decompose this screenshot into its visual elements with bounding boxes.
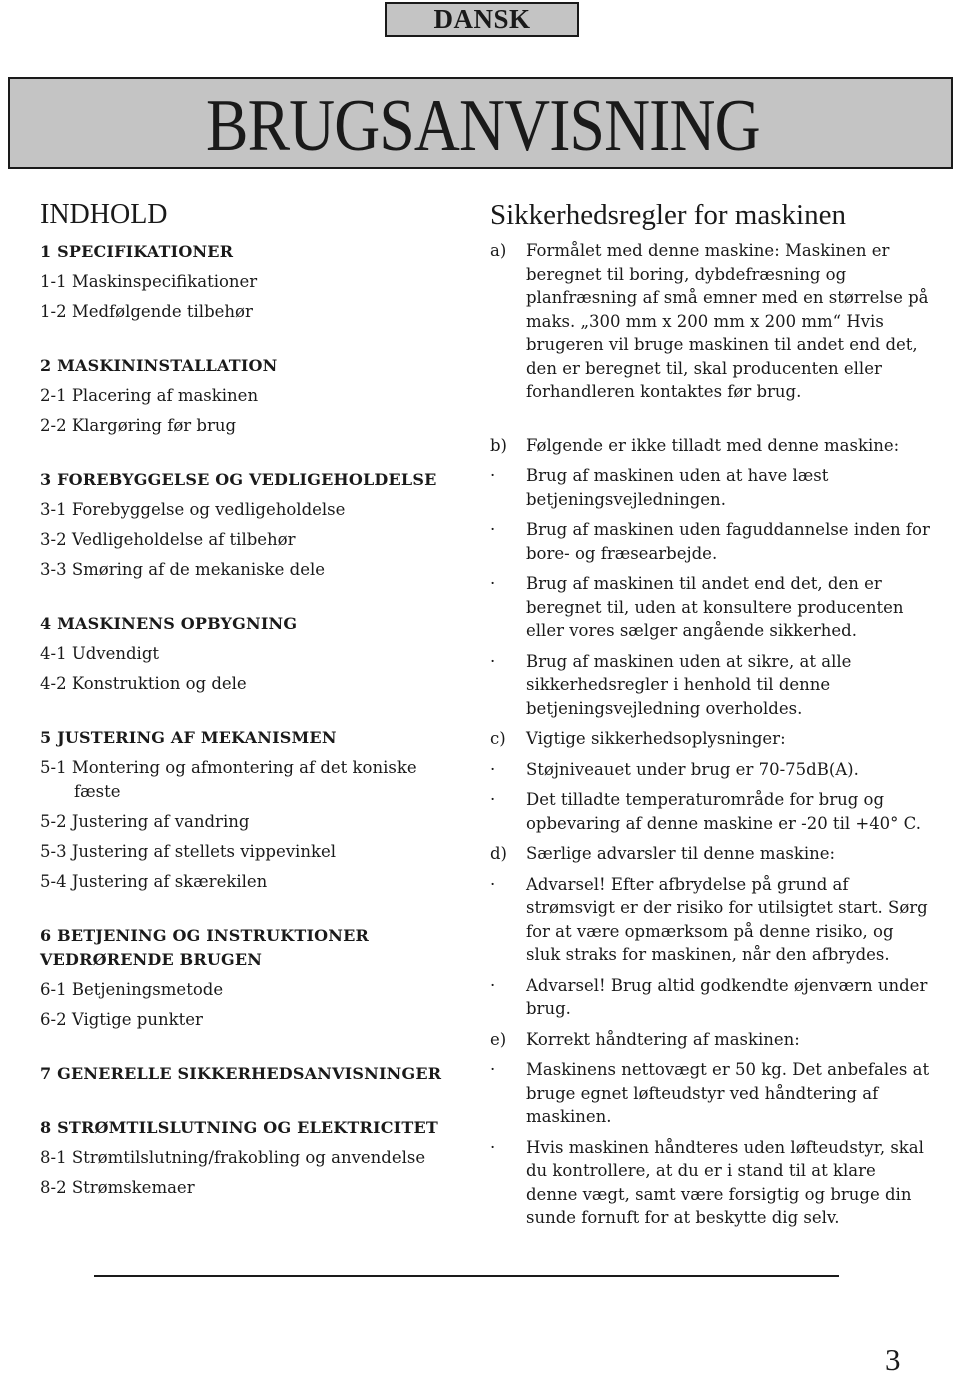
toc-section-heading: 8 STRØMTILSLUTNING OG ELEKTRICITET: [40, 1118, 438, 1137]
toc-item: 3-2 Vedligeholdelse af tilbehør: [40, 530, 296, 549]
toc-section-heading: 2 MASKININSTALLATION: [40, 356, 278, 375]
toc-section-heading: 1 SPECIFIKATIONER: [40, 242, 234, 261]
toc-section: [40, 468, 460, 582]
toc-section: [40, 1062, 460, 1086]
safety-paragraph: [490, 974, 930, 1021]
paragraph-text: Følgende er ikke tilladt med denne maskine:: [526, 435, 900, 455]
paragraph-text: Maskinens nettovægt er 50 kg. Det anbefales at bruge egnet løfteudstyr ved håndtering af maskinen.: [526, 1060, 930, 1126]
paragraph-marker: a): [490, 241, 507, 260]
paragraph-text: Korrekt håndtering af maskinen:: [526, 1029, 800, 1049]
safety-paragraph: [490, 1028, 930, 1052]
safety-paragraph: [490, 518, 930, 565]
safety-paragraph: [490, 572, 930, 643]
toc-item: 4-1 Udvendigt: [40, 644, 160, 663]
paragraph-marker: b): [490, 435, 507, 455]
paragraph-marker: ·: [490, 466, 496, 485]
paragraph-marker: ·: [490, 520, 496, 539]
paragraph-marker: ·: [490, 790, 496, 809]
toc-section: [40, 612, 460, 696]
safety-rules: [490, 196, 930, 1237]
language-badge: [385, 2, 579, 37]
paragraph-text: Vigtige sikkerhedsoplysninger:: [526, 729, 786, 748]
paragraph-marker: ·: [490, 574, 496, 593]
paragraph-marker: e): [490, 1029, 507, 1049]
safety-paragraph: [490, 464, 930, 511]
safety-paragraph: [490, 842, 930, 866]
paragraph-marker: ·: [490, 975, 496, 995]
toc-section: [40, 924, 460, 1032]
safety-paragraph: [490, 873, 930, 967]
paragraph-marker: c): [490, 729, 506, 748]
toc-section-heading: 7 GENERELLE SIKKERHEDSANVISNINGER: [40, 1064, 442, 1083]
safety-heading: Sikkerhedsregler for maskinen: [490, 199, 846, 231]
safety-paragraph: [490, 758, 930, 782]
toc-section: [40, 354, 460, 438]
safety-paragraph: [490, 239, 930, 404]
toc-section-heading: 3 FOREBYGGELSE OG VEDLIGEHOLDELSE: [40, 470, 437, 489]
toc-item: 6-2 Vigtige punkter: [40, 1010, 203, 1029]
toc-item: 5-2 Justering af vandring: [40, 812, 250, 831]
paragraph-text: Advarsel! Brug altid godkendte øjenværn under brug.: [526, 975, 928, 1018]
toc-heading: INDHOLD: [40, 199, 168, 230]
safety-paragraph: [490, 1058, 930, 1129]
paragraph-marker: d): [490, 844, 507, 863]
table-of-contents: [40, 196, 460, 1230]
toc-item: 5-1 Montering og afmontering af det koniske fæste: [40, 758, 417, 801]
paragraph-text: Det tilladte temperaturområde for brug og opbevaring af denne maskine er -20 til +40° C.: [526, 790, 921, 833]
language-label: DANSK: [433, 4, 531, 34]
toc-section-heading: 4 MASKINENS OPBYGNING: [40, 614, 298, 633]
paragraph-text: Brug af maskinen uden at have læst betjeningsvejledningen.: [526, 466, 829, 509]
toc-item: 1-1 Maskinspecifikationer: [40, 272, 258, 291]
paragraph-text: Brug af maskinen uden at sikre, at alle sikkerhedsregler i henhold til denne betjeningsvejledning overholdes.: [526, 651, 852, 718]
toc-item: 6-1 Betjeningsmetode: [40, 980, 224, 999]
toc-item: 2-1 Placering af maskinen: [40, 386, 259, 405]
paragraph-text: Brug af maskinen uden faguddannelse inden for bore- og fræsearbejde.: [526, 520, 930, 563]
toc-section-heading: 5 JUSTERING AF MEKANISMEN: [40, 728, 337, 747]
paragraph-text: Brug af maskinen til andet end det, den er beregnet til, uden at konsultere producenten eller vores sælger angående sikkerhed.: [526, 574, 904, 640]
page-number: 3: [885, 1342, 901, 1377]
toc-item: 1-2 Medfølgende tilbehør: [40, 302, 253, 321]
footer-divider: [94, 1275, 839, 1277]
toc-item: 5-3 Justering af stellets vippevinkel: [40, 842, 336, 861]
paragraph-marker: ·: [490, 1060, 496, 1079]
safety-paragraph: [490, 650, 930, 721]
toc-item: 8-2 Strømskemaer: [40, 1178, 195, 1197]
safety-paragraph: [490, 727, 930, 751]
toc-section-heading: 6 BETJENING OG INSTRUKTIONER VEDRØRENDE BRUGEN: [40, 926, 370, 969]
safety-list: [490, 239, 930, 1230]
title-banner: [8, 77, 953, 169]
toc-section: [40, 726, 460, 894]
safety-paragraph: [490, 788, 930, 835]
toc-item: 2-2 Klargøring før brug: [40, 416, 237, 435]
safety-paragraph: [490, 434, 930, 458]
toc-item: 3-1 Forebyggelse og vedligeholdelse: [40, 500, 346, 519]
toc-item: 3-3 Smøring af de mekaniske dele: [40, 560, 326, 579]
paragraph-text: Formålet med denne maskine: Maskinen er beregnet til boring, dybdefræsning og planfræsning af små emner med en størrelse på maks. „300 mm x 200 mm x 200 mm“ Hvis brugeren vil bruge maskinen til andet end det, den er beregnet til, skal producenten eller forhandleren kontaktes før brug.: [526, 241, 929, 401]
paragraph-text: Særlige advarsler til denne maskine:: [526, 844, 836, 863]
toc-section: [40, 240, 460, 324]
paragraph-marker: ·: [490, 759, 496, 779]
paragraph-text: Støjniveauet under brug er 70-75dB(A).: [526, 759, 859, 779]
paragraph-marker: ·: [490, 651, 496, 671]
toc-list: [40, 240, 460, 1200]
toc-item: 4-2 Konstruktion og dele: [40, 674, 247, 693]
toc-item: 8-1 Strømtilslutning/frakobling og anvendelse: [40, 1148, 426, 1167]
paragraph-marker: ·: [490, 1137, 496, 1157]
page-title: BRUGSANVISNING: [206, 85, 760, 167]
paragraph-text: Advarsel! Efter afbrydelse på grund af strømsvigt er der risiko for utilsigtet start. Sørg for at være opmærksom på denne risiko, og sluk straks for maskinen, når den afbrydes.: [526, 874, 928, 964]
toc-section: [40, 1116, 460, 1200]
paragraph-marker: ·: [490, 874, 496, 894]
toc-item: 5-4 Justering af skærekilen: [40, 872, 268, 891]
paragraph-text: Hvis maskinen håndteres uden løfteudstyr, skal du kontrollere, at du er i stand til at klare denne vægt, samt være forsigtig og bruge din sunde fornuft for at beskytte dig selv.: [526, 1137, 924, 1227]
safety-paragraph: [490, 1136, 930, 1230]
